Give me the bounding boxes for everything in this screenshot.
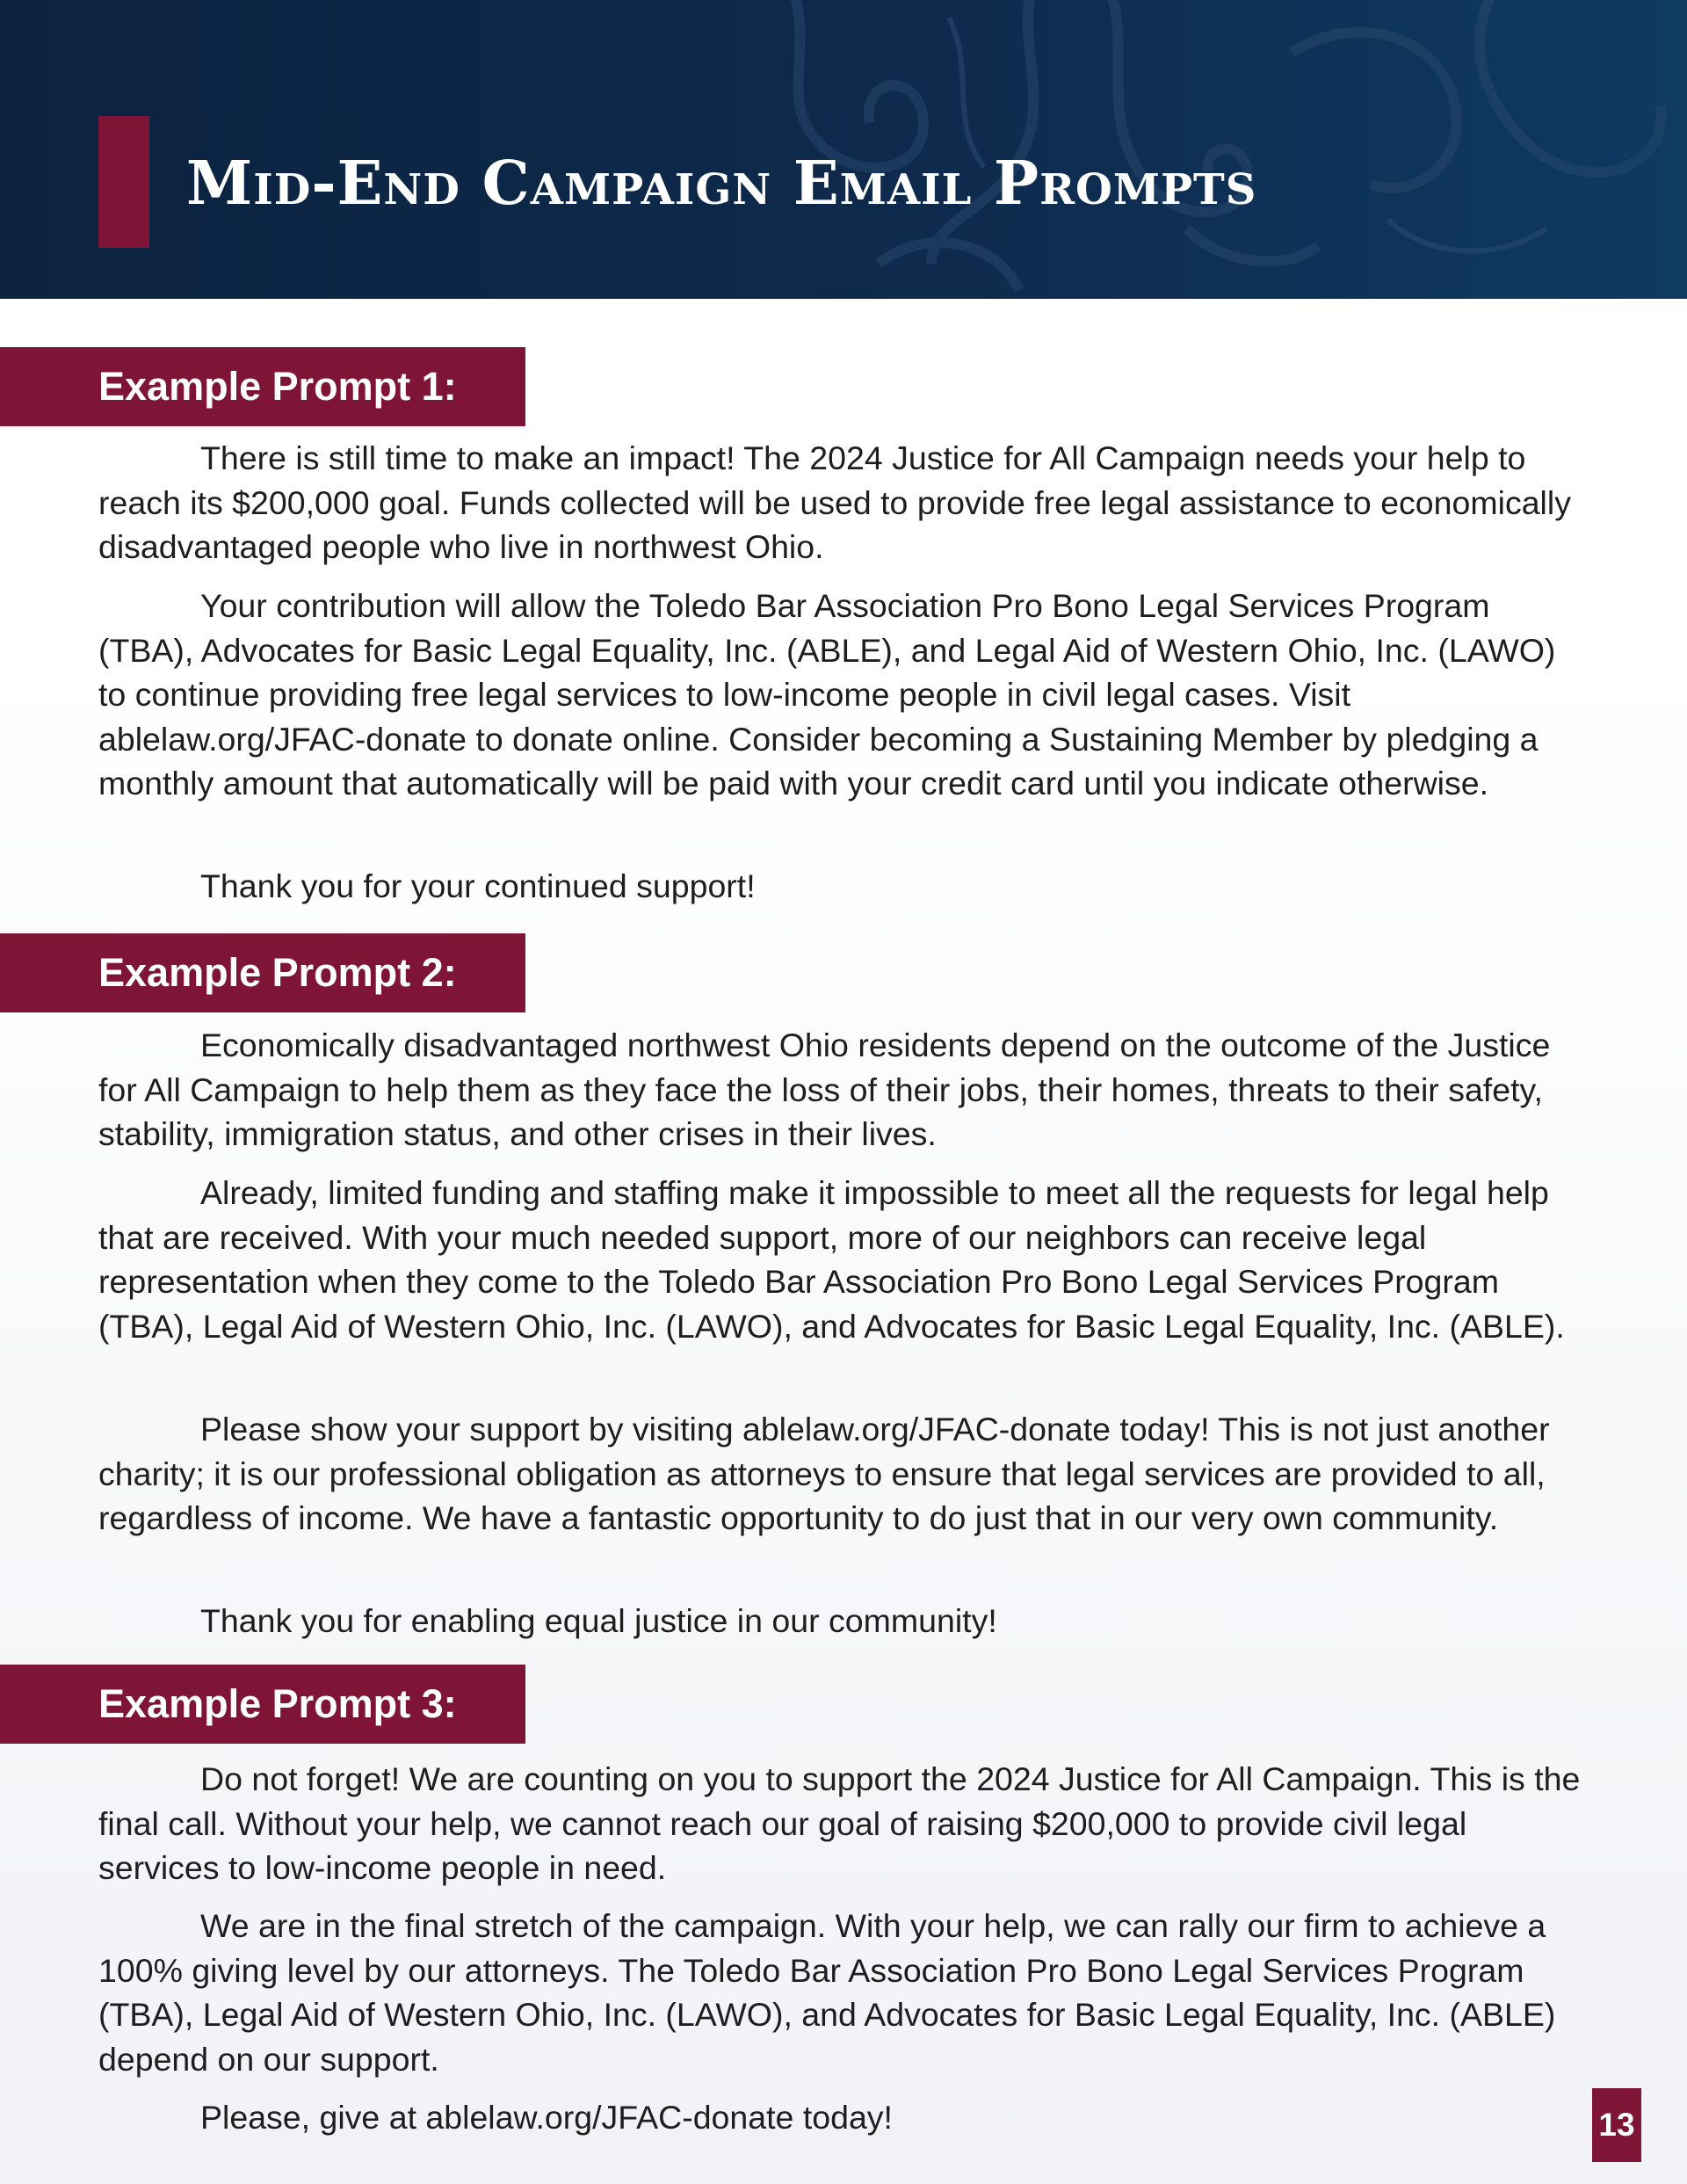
prompt-1-paragraph-1: There is still time to make an impact! The 2024 Justice for All Campaign needs your help to reach its $200,000 goal. Funds collected will be used to provide free legal assistance to economically disadvantaged people who live in northwest Ohio.	[98, 439, 1571, 565]
prompt-1-label: Example Prompt 1:	[0, 347, 525, 426]
prompt-3-paragraph-3: Please, give at ablelaw.org/JFAC-donate today!	[200, 2099, 893, 2136]
prompt-2-label: Example Prompt 2:	[0, 933, 525, 1012]
page-number: 13	[1592, 2088, 1641, 2162]
prompt-2-paragraph-1: Economically disadvantaged northwest Ohio residents depend on the outcome of the Justice for All Campaign to help them as they face the loss of their jobs, their homes, threats to their safety, stability, immigration status, and other crises in their lives.	[98, 1027, 1551, 1152]
prompt-2-paragraph-4: Thank you for enabling equal justice in our community!	[200, 1602, 997, 1639]
page-header	[0, 0, 1687, 299]
header-accent-bar	[98, 116, 149, 248]
prompt-3-label: Example Prompt 3:	[0, 1665, 525, 1744]
prompt-2-paragraph-2: Already, limited funding and staffing make it impossible to meet all the requests for legal help that are received. With your much needed support, more of our neighbors can receive legal representation when they come to the Toledo Bar Association Pro Bono Legal Services Program (TBA), Legal Aid of Western Ohio, Inc. (LAWO), and Advocates for Basic Legal Equality, Inc. (ABLE).	[98, 1174, 1565, 1345]
prompt-3-paragraph-2: We are in the final stretch of the campaign. With your help, we can rally our firm to achieve a 100% giving level by our attorneys. The Toledo Bar Association Pro Bono Legal Services Program (TBA), Legal Aid of Western Ohio, Inc. (LAWO), and Advocates for Basic Legal Equality, Inc. (ABLE) depend on our support.	[98, 1907, 1556, 2078]
prompt-1-paragraph-2: Your contribution will allow the Toledo Bar Association Pro Bono Legal Services Program (TBA), Advocates for Basic Legal Equality, Inc. (ABLE), and Legal Aid of Western Ohio, Inc. (LAWO) to continue providing free legal services to low-income people in civil legal cases. Visit ablelaw.org/JFAC-donate to donate online. Consider becoming a Sustaining Member by pledging a monthly amount that automatically will be paid with your credit card until you indicate otherwise.	[98, 587, 1556, 802]
prompt-2-paragraph-3: Please show your support by visiting ablelaw.org/JFAC-donate today! This is not just another charity; it is our professional obligation as attorneys to ensure that legal services are provided to all, regardless of income. We have a fantastic opportunity to do just that in our very own community.	[98, 1411, 1550, 1536]
prompt-1-paragraph-3: Thank you for your continued support!	[200, 867, 756, 904]
prompt-3-paragraph-1: Do not forget! We are counting on you to support the 2024 Justice for All Campaign. This is the final call. Without your help, we cannot reach our goal of raising $200,000 to provide civil legal services to low-income people in need.	[98, 1760, 1581, 1886]
page-title: Mid-End Campaign Email Prompts	[186, 149, 1257, 219]
